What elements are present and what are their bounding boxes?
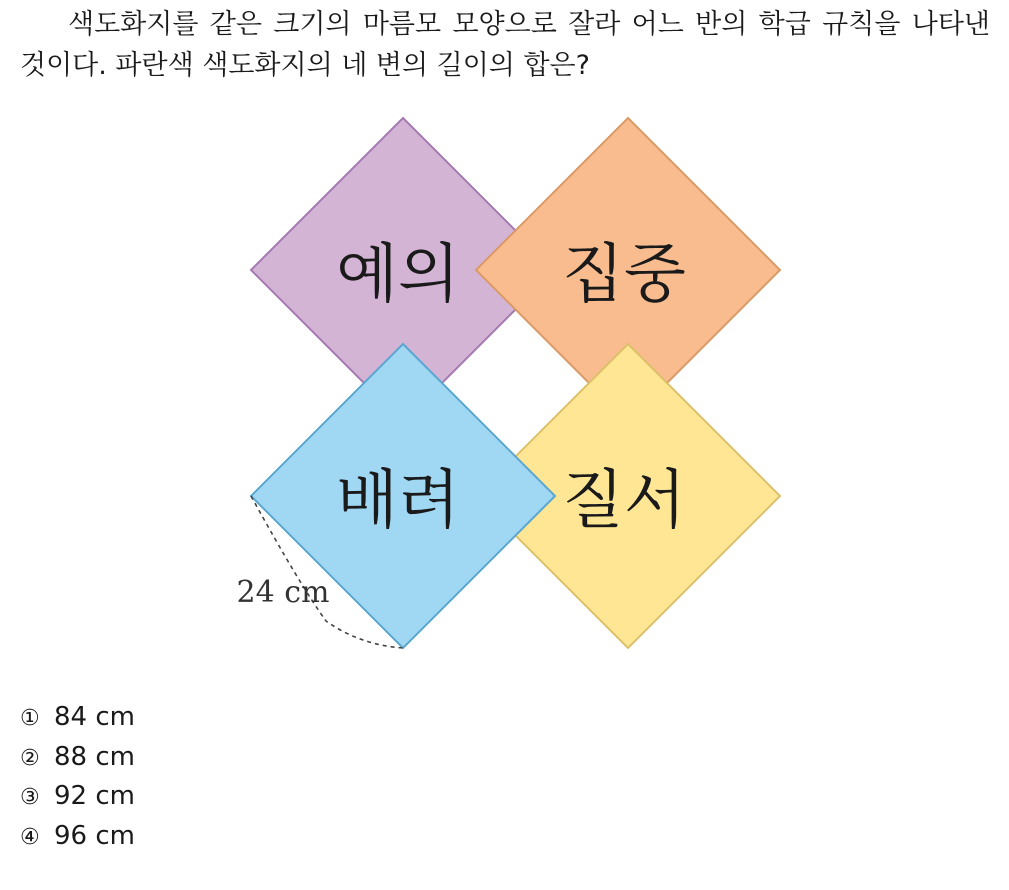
choice-text: 88 cm [54, 741, 135, 772]
choice-1[interactable] [20, 698, 135, 738]
label-yeui: 예의 [336, 238, 460, 312]
choice-2[interactable] [20, 738, 135, 778]
choice-number: ① [20, 706, 40, 731]
choice-4[interactable] [20, 817, 135, 857]
choice-text: 84 cm [54, 702, 135, 732]
choice-text: 92 cm [54, 781, 135, 811]
choice-number: ③ [20, 785, 40, 810]
answer-choices [20, 698, 135, 856]
choice-number: ④ [20, 824, 40, 850]
measure-label: 24 cm [236, 575, 330, 610]
question-text: 색도화지를 같은 크기의 마름모 모양으로 잘라 어느 반의 학급 규칙을 나타낸 것이다. 파란색 색도화지의 네 변의 길이의 합은? [20, 9, 990, 81]
label-jipjung: 집중 [562, 238, 686, 312]
label-jilseo: 질서 [562, 464, 686, 538]
choice-text: 96 cm [54, 820, 135, 851]
choice-number: ② [20, 745, 40, 771]
label-baeryeo: 배려 [336, 464, 460, 538]
choice-3[interactable] [20, 777, 135, 817]
